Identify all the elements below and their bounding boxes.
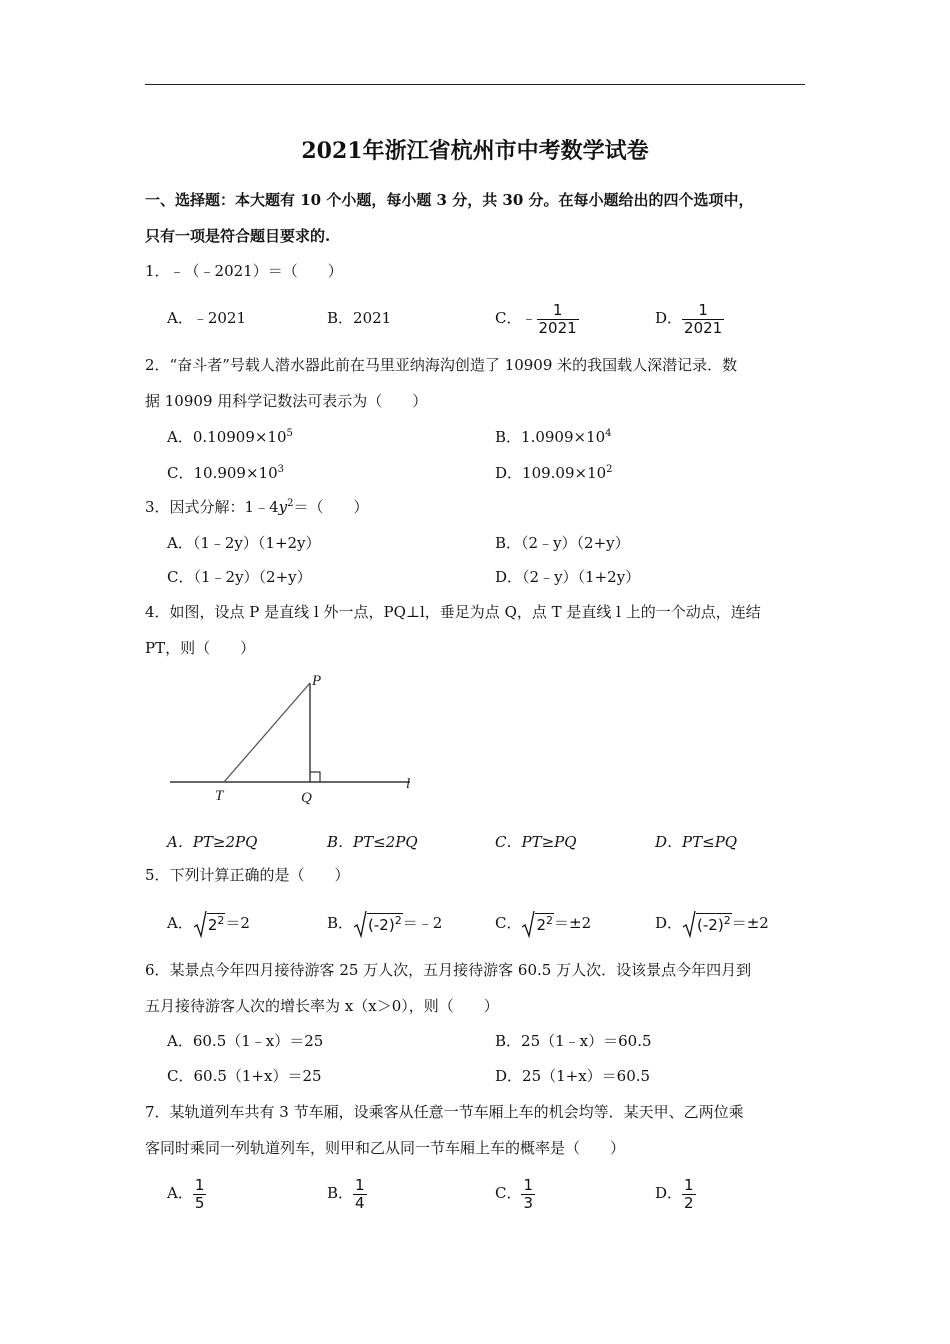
q3-option-a: A．（1﹣2y）（1+2y）	[167, 534, 321, 552]
q4-stem-line1: 4．如图，设点 P 是直线 l 外一点，PQ⊥l，垂足为点 Q，点 T 是直线 l 上的一个动点，连结	[145, 603, 761, 621]
q4-option-a: A．PT≥2PQ	[167, 833, 258, 851]
q2-stem-line2: 据 10909 用科学记数法可表示为（ ）	[145, 392, 428, 410]
fraction-denominator: 2021	[538, 318, 577, 337]
q6-option-c: C．60.5（1+x）＝25	[167, 1067, 322, 1085]
q2-option-b	[495, 427, 612, 447]
q2-option-a-exponent: 5	[286, 428, 293, 439]
q2-option-d	[495, 463, 613, 483]
sqrt-base: 2	[536, 916, 547, 934]
q7-stem-line2: 客同时乘同一列轨道列车，则甲和乙从同一节车厢上车的概率是（ ）	[145, 1139, 626, 1157]
q7-option-c-fraction	[521, 1177, 535, 1212]
fraction-denominator: 3	[523, 1193, 534, 1212]
section-heading-line1: 一、选择题：本大题有 10 个小题，每小题 3 分，共 30 分。在每小题给出的四个选项中，	[145, 191, 754, 209]
q4-stem-line2: PT，则（ ）	[145, 639, 256, 657]
fraction-denominator: 5	[194, 1193, 205, 1212]
q3-stem-pre: 3．因式分解：1﹣4	[145, 498, 279, 516]
fraction-numerator: 1	[523, 1175, 534, 1194]
sqrt-base: (-2)	[368, 916, 395, 934]
q1-option-d-label: D．	[655, 309, 683, 327]
fraction-numerator: 1	[194, 1175, 205, 1194]
q1-option-c-label: C．	[495, 309, 522, 327]
right-angle-mark	[310, 772, 320, 782]
q3-option-b: B．（2﹣y）（2+y）	[495, 534, 630, 552]
q2-option-d-exponent: 2	[606, 464, 613, 475]
q5-option-d	[655, 908, 769, 938]
q5-option-d-label: D．	[655, 914, 683, 932]
fraction-denominator: 2021	[684, 318, 723, 337]
sqrt-base: (-2)	[697, 916, 724, 934]
sqrt-symbol	[521, 910, 554, 938]
q4-option-c: C．PT≥PQ	[495, 833, 577, 851]
sqrt-exponent: 2	[217, 914, 225, 927]
sqrt-exponent: 2	[546, 914, 554, 927]
q1-option-b: B．2021	[327, 309, 392, 327]
q6-option-d: D．25（1+x）＝60.5	[495, 1067, 651, 1085]
q7-option-d-fraction	[682, 1177, 696, 1212]
header-rule	[145, 84, 805, 85]
sqrt-symbol	[353, 910, 403, 938]
sqrt-symbol	[193, 910, 226, 938]
q5-option-c-label: C．	[495, 914, 522, 932]
q2-option-a	[167, 427, 293, 447]
q5-option-b	[327, 908, 442, 938]
q7-option-b-fraction	[353, 1177, 367, 1212]
q7-option-a	[167, 1173, 206, 1213]
q4-option-d: D．PT≤PQ	[655, 833, 738, 851]
q3-stem-post: ＝（ ）	[293, 498, 369, 516]
page-title: 2021年浙江省杭州市中考数学试卷	[301, 138, 649, 164]
q1-option-a: A．﹣2021	[167, 309, 247, 327]
q7-option-b-label: B．	[327, 1184, 354, 1202]
q7-stem-line1: 7．某轨道列车共有 3 节车厢，设乘客从任意一节车厢上车的机会均等．某天甲、乙两位乘	[145, 1103, 744, 1121]
label-t: T	[215, 788, 224, 804]
q1-option-d-fraction	[682, 302, 724, 337]
q6-stem-line1: 6．某景点今年四月接待游客 25 万人次，五月接待游客 60.5 万人次．设该景点今年四月到	[145, 961, 752, 979]
sqrt-exponent: 2	[394, 914, 402, 927]
q1-option-c-fraction	[537, 302, 579, 337]
q7-option-c-label: C．	[495, 1184, 522, 1202]
q3-stem-exponent: 2	[287, 498, 294, 509]
fraction-numerator: 1	[698, 300, 708, 319]
q2-stem-line1: 2．“奋斗者”号载人潜水器此前在马里亚纳海沟创造了 10909 米的我国载人深潜记录．数	[145, 356, 738, 374]
q7-option-a-label: A．	[167, 1184, 193, 1202]
q5-option-b-rhs: ＝﹣2	[402, 914, 443, 932]
q5-option-a-rhs: ＝2	[225, 914, 250, 932]
section-heading-line2: 只有一项是符合题目要求的.	[145, 227, 331, 245]
q6-stem-line2: 五月接待游客人次的增长率为 x（x＞0），则（ ）	[145, 997, 499, 1015]
q1-option-d	[655, 298, 724, 338]
fraction-numerator: 1	[355, 1175, 365, 1194]
q1-option-c	[495, 298, 579, 338]
q7-option-d	[655, 1173, 696, 1213]
q7-option-c	[495, 1173, 535, 1213]
q5-option-b-label: B．	[327, 914, 354, 932]
q6-option-a: A．60.5（1﹣x）＝25	[167, 1032, 324, 1050]
fraction-denominator: 4	[355, 1193, 365, 1212]
q1-stem: 1．﹣（﹣2021）＝（ ）	[145, 262, 343, 280]
q2-option-d-text: D．109.09×10	[495, 464, 607, 482]
sqrt-exponent: 2	[723, 914, 731, 927]
q7-option-a-fraction	[193, 1177, 207, 1212]
q2-option-c	[167, 463, 284, 483]
q3-option-c: C．（1﹣2y）（2+y）	[167, 568, 312, 586]
q5-option-c	[495, 908, 591, 938]
sqrt-base: 2	[207, 916, 218, 934]
q2-option-c-exponent: 3	[277, 464, 284, 475]
label-p: P	[312, 673, 322, 689]
q5-option-c-rhs: ＝±2	[554, 914, 592, 932]
fraction-numerator: 1	[552, 300, 563, 319]
q7-option-d-label: D．	[655, 1184, 683, 1202]
fraction-denominator: 2	[684, 1193, 694, 1212]
q3-stem-variable: y	[278, 498, 288, 516]
q2-option-b-text: B．1.0909×10	[495, 428, 606, 446]
q3-option-d: D．（2﹣y）（1+2y）	[495, 568, 641, 586]
q7-option-b	[327, 1173, 367, 1213]
q2-option-a-text: A．0.10909×10	[167, 428, 287, 446]
q5-stem: 5．下列计算正确的是（ ）	[145, 866, 350, 884]
q4-figure	[165, 665, 435, 815]
q2-option-b-exponent: 4	[605, 428, 612, 439]
fraction-numerator: 1	[684, 1175, 694, 1194]
sqrt-symbol	[682, 910, 732, 938]
q2-option-c-text: C．10.909×10	[167, 464, 278, 482]
q1-option-c-sign: ﹣	[521, 309, 537, 327]
label-q: Q	[301, 790, 312, 806]
q5-option-a-label: A．	[167, 914, 193, 932]
label-l: l	[406, 776, 411, 792]
q5-option-a	[167, 908, 250, 938]
q6-option-b: B．25（1﹣x）＝60.5	[495, 1032, 652, 1050]
q5-option-d-rhs: ＝±2	[731, 914, 769, 932]
segment-pt	[224, 683, 310, 782]
q3-stem	[145, 497, 369, 517]
q4-option-b: B．PT≤2PQ	[327, 833, 418, 851]
